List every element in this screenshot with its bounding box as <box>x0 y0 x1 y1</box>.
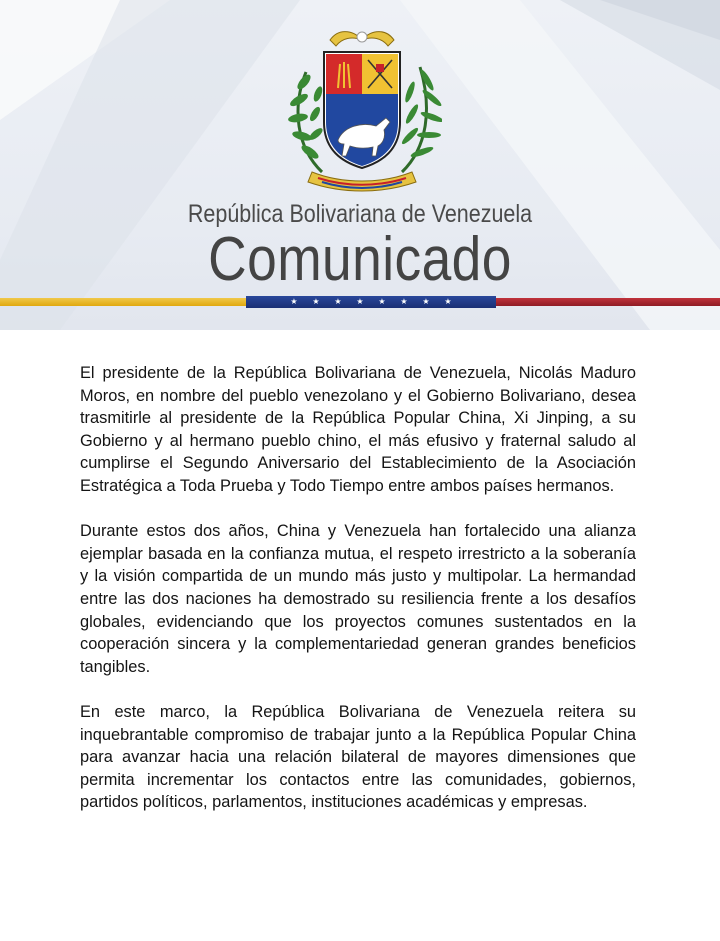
paragraph: El presidente de la República Bolivariana de Venezuela, Nicolás Maduro Moros, en nombre del pueblo venezolano y el Gobierno Bolivariano, desea trasmitirle al presidente de la República Popular China, Xi Jinping, a su Gobierno y al hermano pueblo chino, el más efusivo y fraternal saludo al cumplirse el Segundo Aniversario del Establecimiento de la Asociación Estratégica a Toda Prueba y Todo Tiempo entre ambos países hermanos. <box>80 364 636 495</box>
communique-body <box>80 362 636 836</box>
flag-red-band <box>496 298 720 306</box>
star-icon: ★ <box>290 297 298 306</box>
flag-stripe <box>0 296 720 310</box>
coat-of-arms-icon <box>282 22 442 197</box>
star-icon: ★ <box>334 297 342 306</box>
flag-stars <box>246 296 496 308</box>
document-title: Comunicado <box>208 225 512 294</box>
flag-yellow-band <box>0 298 246 306</box>
paragraph: En este marco, la República Bolivariana de Venezuela reitera su inquebrantable compromiso de trabajar junto a la República Popular China para avanzar hacia una relación bilateral de mayores dimensiones que permita incrementar los contactos entre las comunidades, gobiernos, partidos políticos, parlamentos, instituciones académicas y empresas. <box>80 702 636 812</box>
government-name: República Bolivariana de Venezuela <box>187 200 533 228</box>
star-icon: ★ <box>356 297 364 306</box>
star-icon: ★ <box>378 297 386 306</box>
star-icon: ★ <box>444 297 452 306</box>
star-icon: ★ <box>400 297 408 306</box>
star-icon: ★ <box>312 297 320 306</box>
star-icon: ★ <box>422 297 430 306</box>
letterhead <box>0 0 720 330</box>
paragraph: Durante estos dos años, China y Venezuela han fortalecido una alianza ejemplar basada en la confianza mutua, el respeto irrestricto a la soberanía y la visión compartida de un mundo más justo y multipolar. La hermandad entre las dos naciones ha demostrado su resiliencia frente a los desafíos globales, evidenciando que los proyectos comunes sustentados en la cooperación sincera y la complementariedad generan grandes beneficios tangibles. <box>80 522 636 676</box>
